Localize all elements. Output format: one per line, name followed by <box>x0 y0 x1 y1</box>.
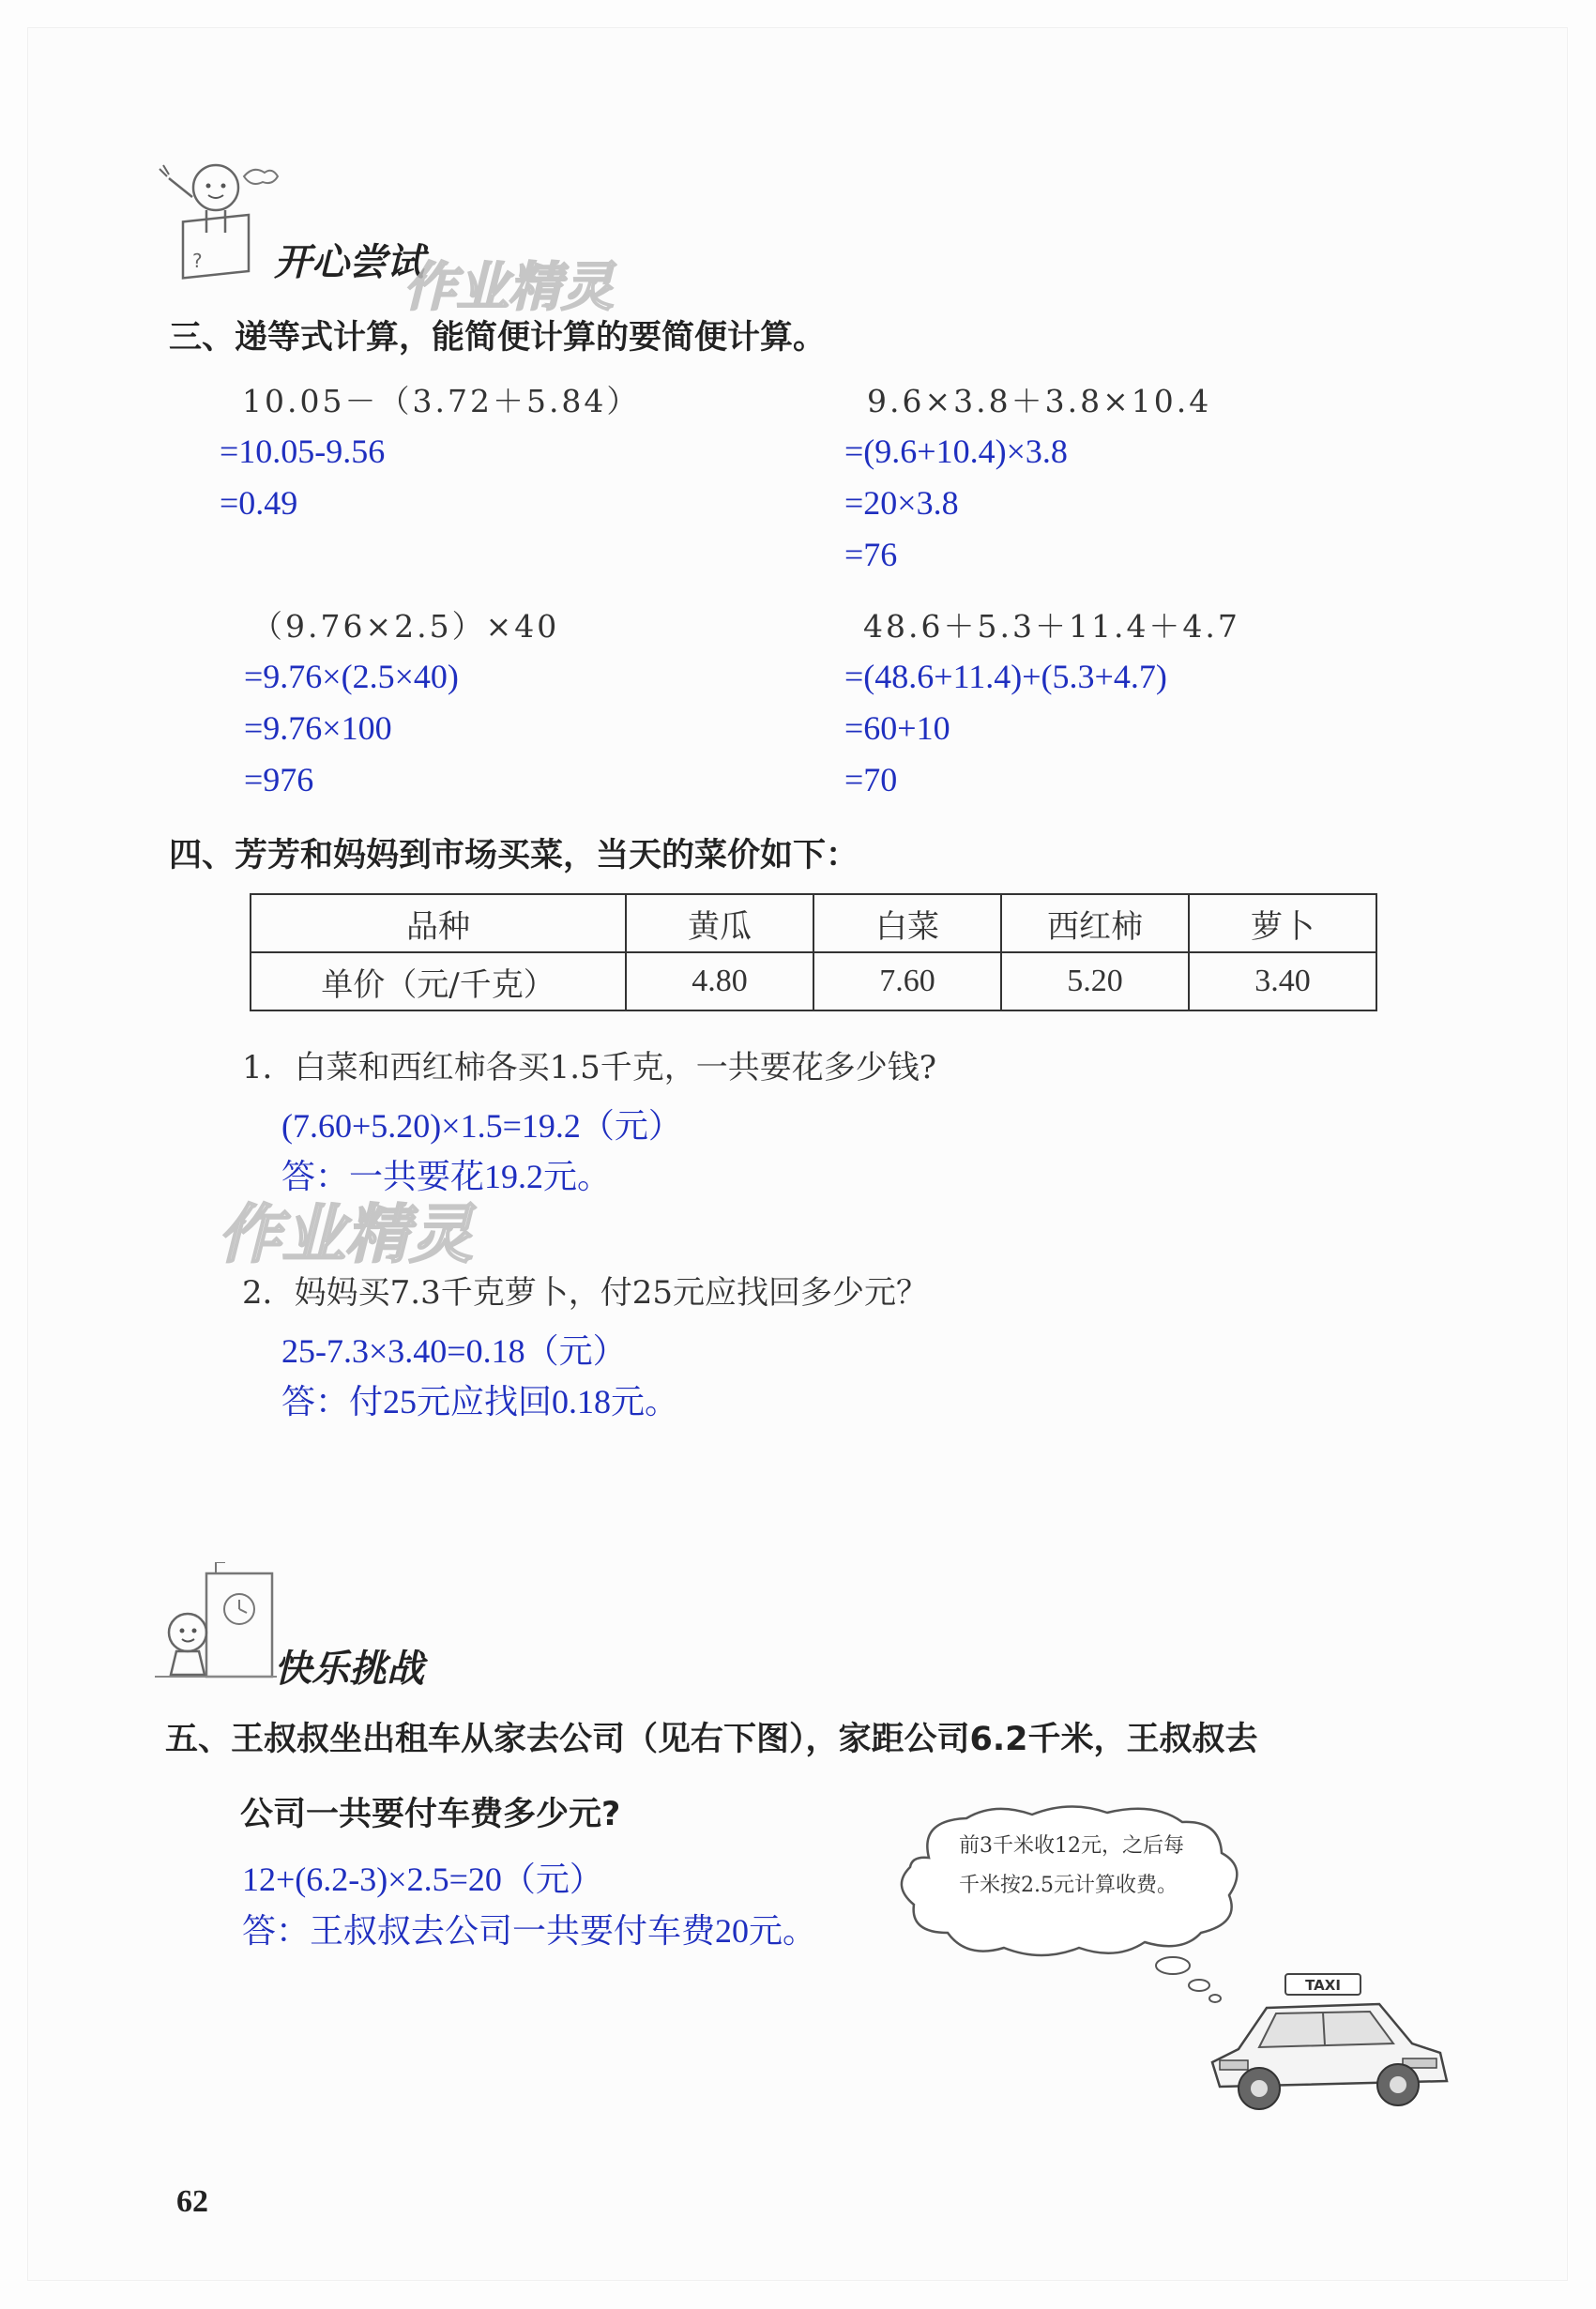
q4-sub2-answer: 答：付25元应找回0.18元。 <box>281 1383 679 1420</box>
q3-step: =(9.6+10.4)×3.8 <box>844 433 1068 470</box>
q4-heading: 四、芳芳和妈妈到市场买菜，当天的菜价如下： <box>169 837 859 874</box>
child-doodle-icon <box>150 150 281 291</box>
table-header-cell: 白菜 <box>813 894 1001 952</box>
q5-answer: 答：王叔叔去公司一共要付车费20元。 <box>242 1912 817 1950</box>
q3-step: =70 <box>844 761 898 798</box>
q3-step: =976 <box>244 761 314 798</box>
q5-heading-line1: 五、王叔叔坐出租车从家去公司（见右下图），家距公司6.2千米，王叔叔去 <box>165 1721 1258 1758</box>
table-row <box>251 952 1376 1010</box>
q4-sub1-calc: (7.60+5.20)×1.5=19.2（元） <box>281 1107 682 1145</box>
q3-step: =60+10 <box>844 709 950 747</box>
q3-expr-4: 48.6＋5.3＋11.4＋4.7 <box>863 608 1240 645</box>
q3-step: =76 <box>844 536 898 573</box>
table-cell: 3.40 <box>1189 952 1376 1010</box>
section-title-kaixin: 开心尝试 <box>274 241 424 284</box>
q5-calc: 12+(6.2-3)×2.5=20（元） <box>242 1861 603 1898</box>
watermark-top: 作业精灵 <box>403 257 614 318</box>
table-cell: 4.80 <box>626 952 813 1010</box>
q3-step: =10.05-9.56 <box>220 433 386 470</box>
q4-sub1-question: 1．白菜和西红柿各买1.5千克，一共要花多少钱? <box>242 1049 936 1086</box>
q3-step: =0.49 <box>220 484 298 522</box>
child-building-doodle-icon <box>150 1562 281 1684</box>
watermark-middle: 作业精灵 <box>218 1198 474 1272</box>
taxi-sign-text: TAXI <box>1305 1977 1341 1994</box>
table-header-cell: 黄瓜 <box>626 894 813 952</box>
bubble-text-line2: 千米按2.5元计算收费。 <box>959 1874 1178 1897</box>
table-cell: 5.20 <box>1001 952 1189 1010</box>
table-cell: 单价（元/千克） <box>251 952 626 1010</box>
q3-expr-3: （9.76×2.5）×40 <box>251 608 560 645</box>
table-row <box>251 894 1376 952</box>
q4-sub2-calc: 25-7.3×3.40=0.18（元） <box>281 1332 627 1370</box>
table-header-cell: 西红柿 <box>1001 894 1189 952</box>
q3-step: =9.76×(2.5×40) <box>244 658 459 695</box>
q3-step: =(48.6+11.4)+(5.3+4.7) <box>844 658 1167 695</box>
page-number: 62 <box>176 2184 208 2219</box>
section-title-kuaile: 快乐挑战 <box>274 1648 424 1691</box>
q3-heading: 三、递等式计算，能简便计算的要简便计算。 <box>169 319 827 357</box>
table-cell: 7.60 <box>813 952 1001 1010</box>
bubble-text-line1: 前3千米收12元，之后每 <box>959 1834 1184 1858</box>
q3-expr-2: 9.6×3.8＋3.8×10.4 <box>867 383 1212 419</box>
table-header-cell: 品种 <box>251 894 626 952</box>
q4-sub2-question: 2．妈妈买7.3千克萝卜，付25元应找回多少元？ <box>242 1274 928 1312</box>
q3-expr-1: 10.05－（3.72＋5.84） <box>242 383 641 419</box>
price-table <box>250 893 1377 1011</box>
taxi-car-icon <box>1201 1970 1454 2120</box>
q5-heading-line2: 公司一共要付车费多少元? <box>240 1796 621 1833</box>
q3-step: =20×3.8 <box>844 484 959 522</box>
table-header-cell: 萝卜 <box>1189 894 1376 952</box>
svg-text:?: ? <box>192 250 203 272</box>
q4-sub1-answer: 答：一共要花19.2元。 <box>281 1158 612 1195</box>
q3-step: =9.76×100 <box>244 709 392 747</box>
